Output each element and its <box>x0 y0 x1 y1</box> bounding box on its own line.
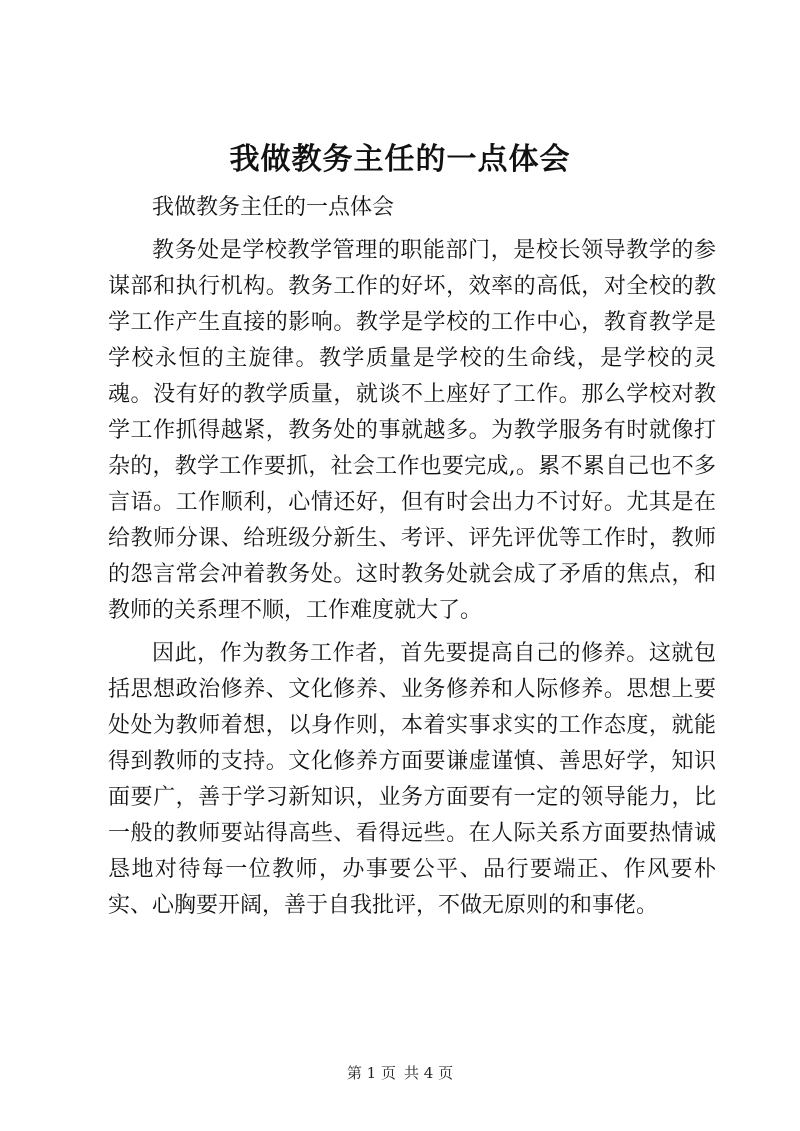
document-body <box>108 190 716 931</box>
document-title: 我做教务主任的一点体会 <box>229 142 571 177</box>
document-subtitle: 我做教务主任的一点体会 <box>152 195 395 220</box>
page-total: 共 4 页 <box>404 1064 454 1082</box>
page-footer <box>0 1063 800 1083</box>
page-number: 第 1 页 <box>346 1064 396 1082</box>
body-paragraph-1: 教务处是学校教学管理的职能部门，是校长领导教学的参谋部和执行机构。教务工作的好坏，效率的高低，对全校的教学工作产生直接的影响。教学是学校的工作中心，教育教学是学校永恒的主旋律。教学质量是学校的生命线，是学校的灵魂。没有好的教学质量，就谈不上座好了工作。那么学校对教学工作抓得越紧，教务处的事就越多。为教学服务有时就像打杂的，教学工作要抓，社会工作也要完成,。累不累自己也不多言语。工作顺利，心情还好，但有时会出力不讨好。尤其是在给教师分课、给班级分新生、考评、评先评优等工作时，教师的怨言常会冲着教务处。这时教务处就会成了矛盾的焦点，和教师的关系理不顺，工作难度就大了。 <box>108 238 716 623</box>
body-paragraph-2: 因此，作为教务工作者，首先要提高自己的修养。这就包括思想政治修养、文化修养、业务修养和人际修养。思想上要处处为教师着想，以身作则，本着实事求实的工作态度，就能得到教师的支持。文化修养方面要谦虚谨慎、善思好学，知识面要广，善于学习新知识，业务方面要有一定的领导能力，比一般的教师要站得高些、看得远些。在人际关系方面要热情诚恳地对待每一位教师，办事要公平、品行要端正、作风要朴实、心胸要开阔，善于自我批评，不做无原则的和事佬。 <box>108 641 716 918</box>
